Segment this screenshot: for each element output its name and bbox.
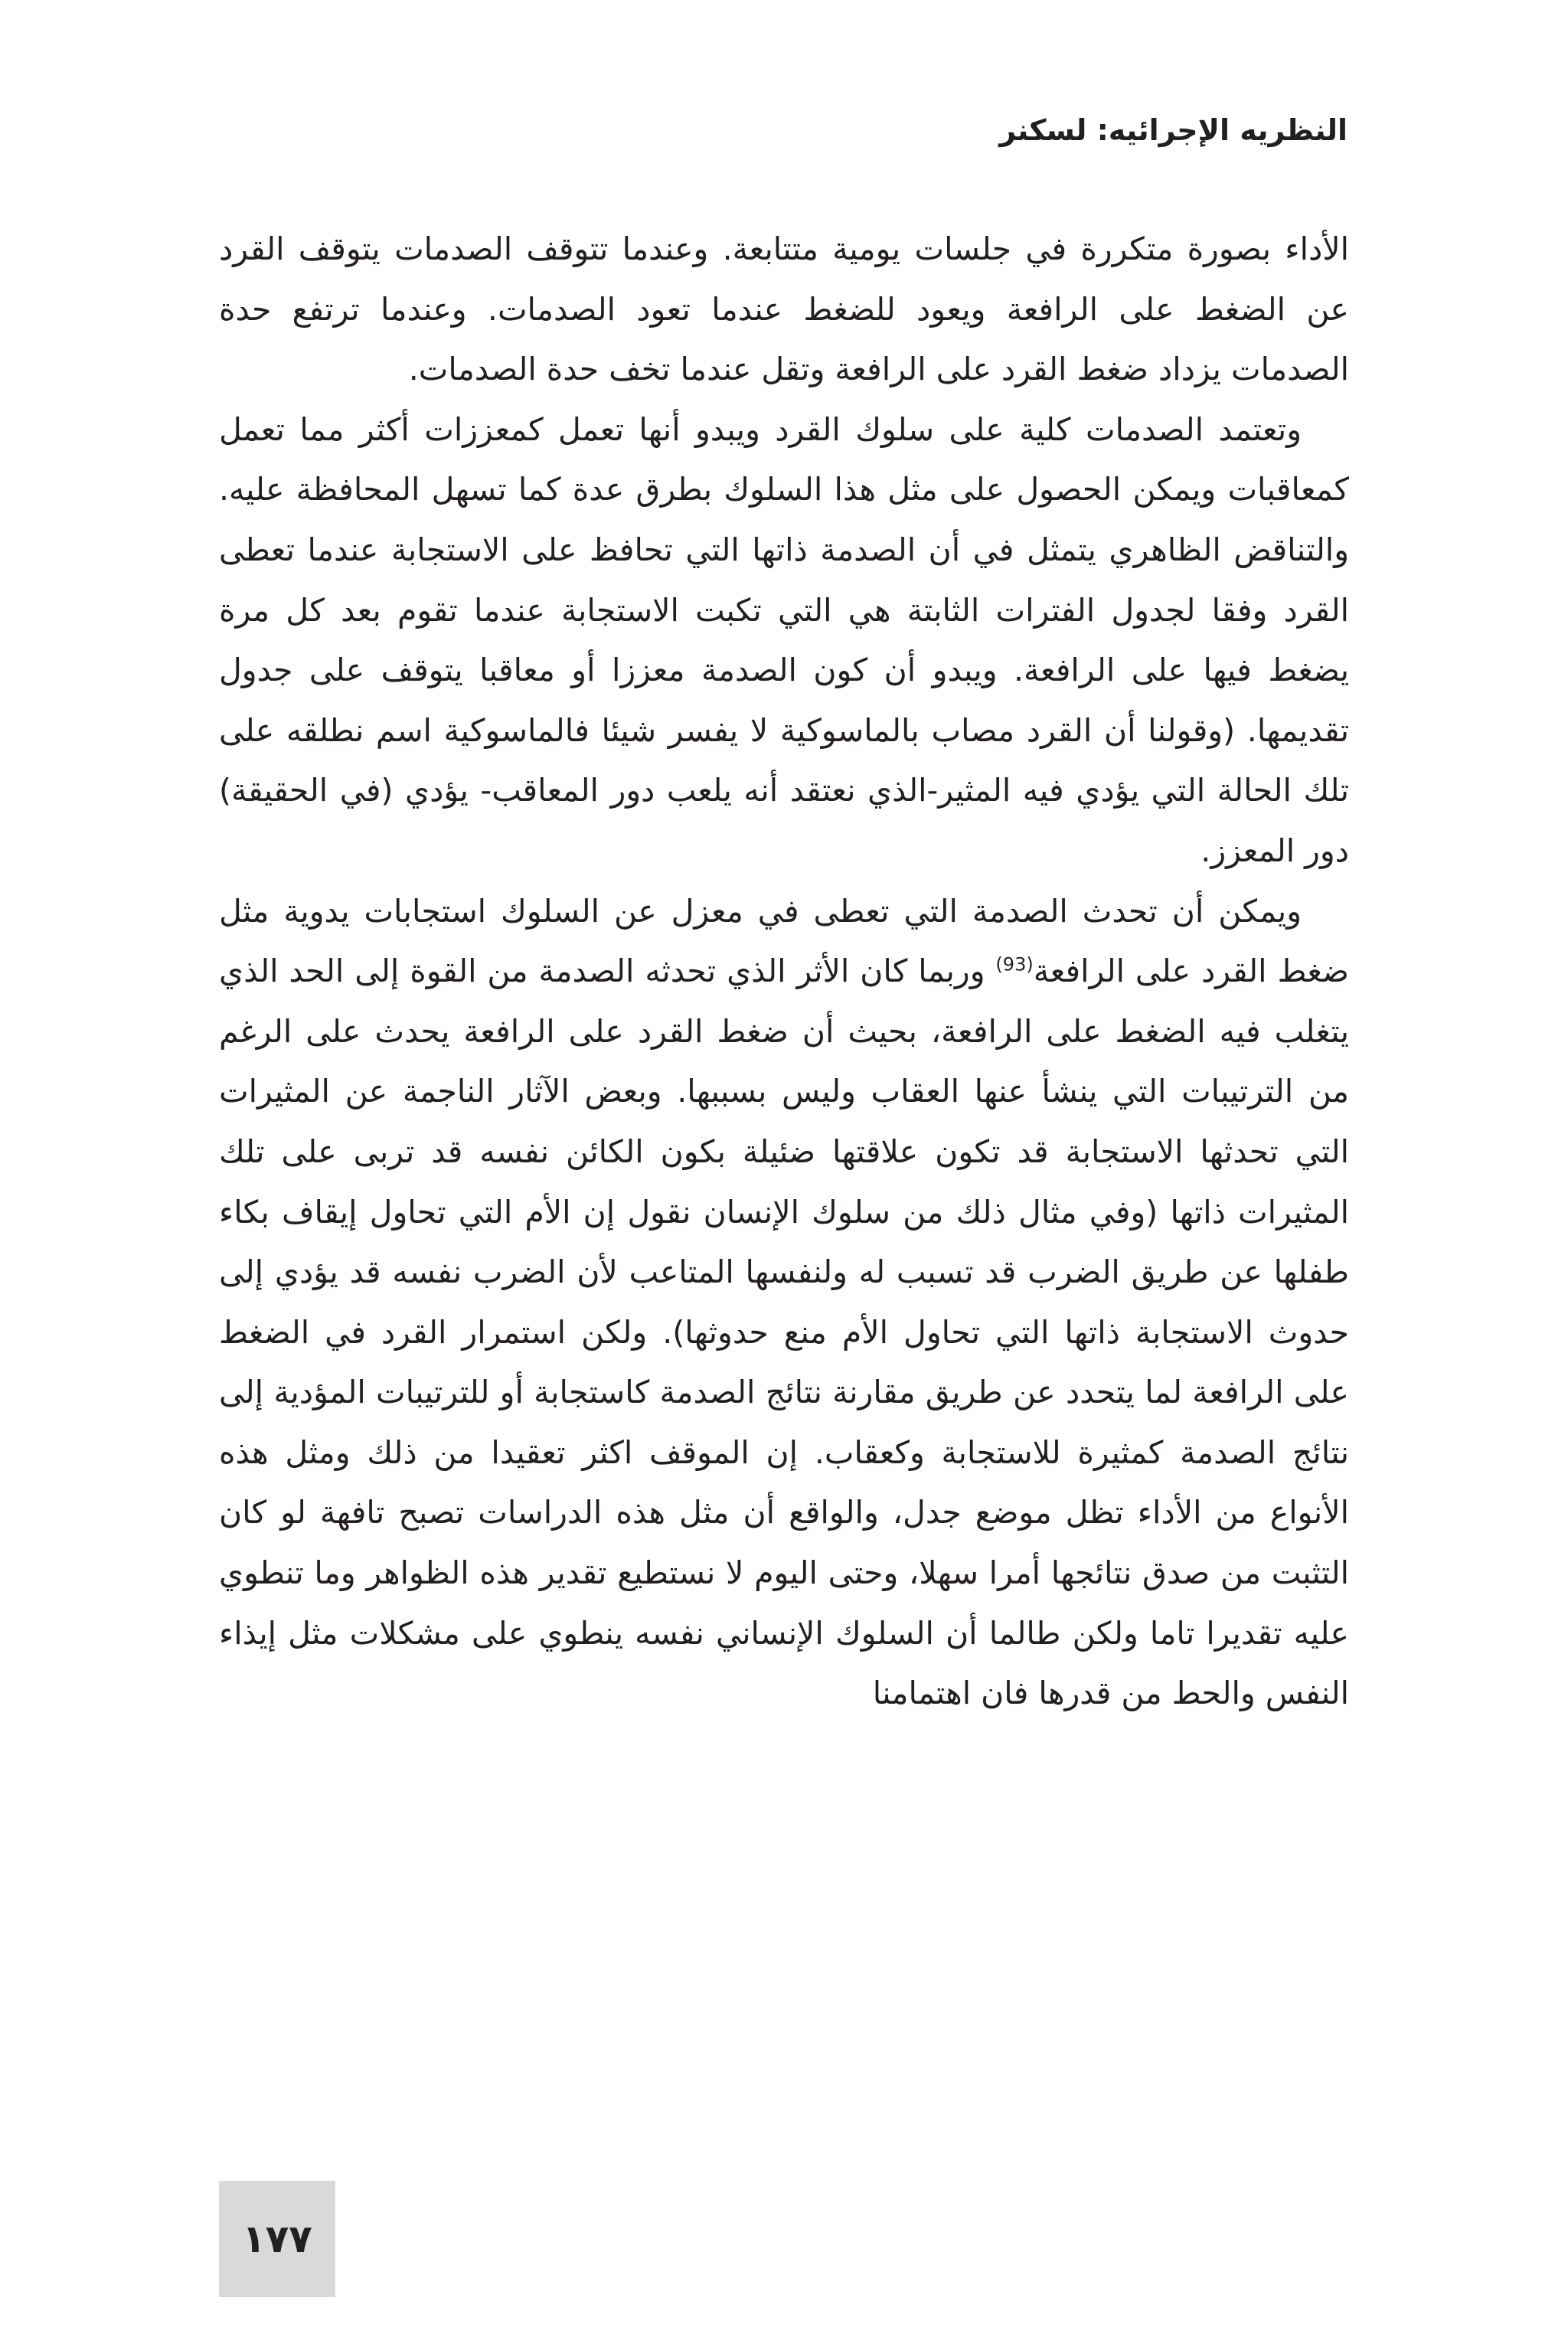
running-header-title: النظريه الإجرائيه: لسكنر [999, 113, 1348, 147]
paragraph-1: الأداء بصورة متكررة في جلسات يومية متتابعة. وعندما تتوقف الصدمات يتوقف القرد عن الضغط على الرافعة ويعود للضغط عندما تعود الصدمات. وعندما ترتفع حدة الصدمات يزداد ضغط القرد على الرافعة وتقل عندما تخف حدة الصدمات. [219, 230, 1349, 388]
page-number-box [219, 2181, 335, 2297]
paragraph-3-text-b: وربما كان الأثر الذي تحدثه الصدمة من القوة إلى الحد الذي يتغلب فيه الضغط على الرافعة، بحيث أن ضغط القرد على الرافعة يحدث على الرغم من الترتيبات التي ينشأ عنها العقاب وليس بسببها. وبعض الآثار الناجمة عن المثيرات التي تحدثها الاستجابة قد تكون علاقتها ضئيلة بكون الكائن نفسه قد تربى على تلك المثيرات ذاتها (وفي مثال ذلك من سلوك الإنسان نقول إن الأم التي تحاول إيقاف بكاء طفلها عن طريق الضرب قد تسبب له ولنفسها المتاعب لأن الضرب نفسه قد يؤدي إلى حدوث الاستجابة ذاتها التي تحاول الأم منع حدوثها). ولكن استمرار القرد في الضغط على الرافعة لما يتحدد عن طريق مقارنة نتائج الصدمة كاستجابة أو للترتيبات المؤدية إلى نتائج الصدمة كمثيرة للاستجابة وكعقاب. إن الموقف اكثر تعقيدا من ذلك ومثل هذه الأنواع من الأداء تظل موضع جدل، والواقع أن مثل هذه الدراسات تصبح تافهة لو كان التثبت من صدق نتائجها أمرا سهلا، وحتى اليوم لا نستطيع تقدير هذه الظواهر وما تنطوي عليه تقديرا تاما ولكن طالما أن السلوك الإنساني نفسه ينطوي على مشكلات مثل إيذاء النفس والحط من قدرها فان اهتمامنا [219, 953, 1349, 1712]
paragraph-3-text-a: ويمكن أن تحدث الصدمة التي تعطى في معزل عن السلوك استجابات يدوية مثل ضغط القرد على الرافعة [219, 892, 1349, 990]
footnote-reference: (93) [995, 953, 1034, 976]
paragraph-2: وتعتمد الصدمات كلية على سلوك القرد ويبدو أنها تعمل كمعززات أكثر مما تعمل كمعاقبات ويمكن الحصول على مثل هذا السلوك بطرق عدة كما تسهل المحافظة عليه. والتناقض الظاهري يتمثل في أن الصدمة ذاتها التي تحافظ على الاستجابة عندما تعطى القرد وفقا لجدول الفترات الثابتة هي التي تكبت الاستجابة عندما تقوم بعد كل مرة يضغط فيها على الرافعة. ويبدو أن كون الصدمة معززا أو معاقبا يتوقف على جدول تقديمها. (وقولنا أن القرد مصاب بالماسوكية لا يفسر شيئا فالماسوكية اسم نطلقه على تلك الحالة التي يؤدي فيه المثير-الذي نعتقد أنه يلعب دور المعاقب- يؤدي (في الحقيقة) دور المعزز. [219, 410, 1349, 869]
page-number: ١٧٧ [242, 2217, 312, 2261]
body-text [219, 219, 1349, 1724]
paragraph-3 [219, 881, 1349, 1724]
